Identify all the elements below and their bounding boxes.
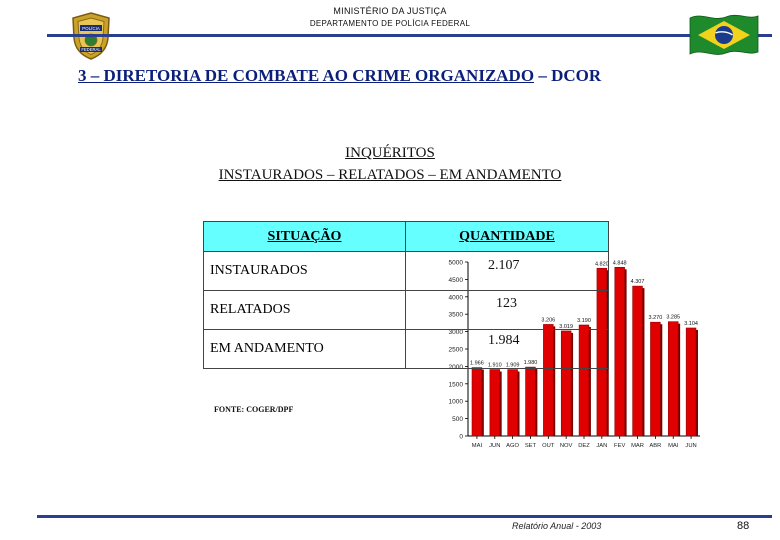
row-label: EM ANDAMENTO xyxy=(204,330,406,369)
bar-value-label: 3.019 xyxy=(559,323,574,330)
x-tick-label: AGO xyxy=(506,443,520,449)
x-tick-label: JUN xyxy=(685,443,697,449)
footer-divider xyxy=(37,515,772,518)
bar xyxy=(526,367,536,436)
bar-value-label: 1.909 xyxy=(505,362,520,369)
bar xyxy=(472,368,482,436)
header-divider xyxy=(47,34,772,37)
x-tick-label: JAN xyxy=(596,443,608,449)
row-value: 2.107 xyxy=(488,258,520,273)
y-tick-label: 500 xyxy=(452,416,463,424)
x-tick-label: MAI xyxy=(668,443,679,449)
page-number: 88 xyxy=(737,520,750,532)
table-row xyxy=(204,291,609,330)
report-title: Relatório Anual - 2003 xyxy=(512,521,602,531)
bar xyxy=(490,370,500,436)
y-tick-label: 2000 xyxy=(448,363,463,371)
row-label: INSTAURADOS xyxy=(204,252,406,291)
y-tick-label: 3000 xyxy=(448,329,463,337)
bar-value-label: 4.848 xyxy=(612,260,627,267)
bar-value-label: 3.190 xyxy=(577,317,591,324)
section-title xyxy=(78,66,601,86)
x-tick-label: ABR xyxy=(649,443,662,449)
row-value: 123 xyxy=(496,296,517,311)
brazil-flag-icon xyxy=(688,10,760,60)
situacao-table xyxy=(203,221,609,369)
row-label: RELATADOS xyxy=(204,291,406,330)
bar xyxy=(633,286,643,436)
badge-text-bottom: FEDERAL xyxy=(81,47,101,53)
y-tick-label: 5000 xyxy=(448,259,463,267)
bar xyxy=(650,322,660,436)
y-tick-label: 1000 xyxy=(448,398,463,406)
x-tick-label: DEZ xyxy=(578,443,590,449)
bar-value-label: 3.285 xyxy=(666,314,681,321)
table-row xyxy=(204,330,609,369)
bar-value-label: 1.966 xyxy=(470,360,484,367)
bar xyxy=(686,328,696,436)
bar-value-label: 4.307 xyxy=(630,279,645,286)
source-note: FONTE: COGER/DPF xyxy=(214,405,294,414)
bar-value-label: 3.104 xyxy=(684,320,698,327)
y-tick-label: 0 xyxy=(459,433,463,441)
bar xyxy=(668,322,678,436)
x-tick-label: JUN xyxy=(489,443,501,449)
badge-text-top: POLÍCIA xyxy=(82,26,100,31)
y-tick-label: 1500 xyxy=(448,381,463,389)
x-tick-label: OUT xyxy=(542,443,555,449)
ministry-title: MINISTÉRIO DA JUSTIÇA xyxy=(333,6,447,16)
y-tick-label: 4500 xyxy=(448,276,463,284)
column-header-situacao: SITUAÇÃO xyxy=(204,222,406,252)
y-tick-label: 3500 xyxy=(448,311,463,319)
bar xyxy=(508,370,518,436)
bar-value-label: 3.270 xyxy=(648,315,663,322)
bar-value-label: 1.980 xyxy=(523,360,538,367)
bar xyxy=(615,267,625,436)
section-title-main: 3 – DIRETORIA DE COMBATE AO CRIME ORGANIZADO xyxy=(78,66,535,85)
x-tick-label: FEV xyxy=(614,443,626,449)
heading-inqueritos: INQUÉRITOS xyxy=(345,145,435,161)
y-tick-label: 2500 xyxy=(448,346,463,354)
x-tick-label: MAR xyxy=(631,443,644,449)
column-header-quantidade: QUANTIDADE xyxy=(406,222,609,252)
x-tick-label: NOV xyxy=(559,443,573,449)
x-tick-label: MAI xyxy=(471,443,483,449)
y-tick-label: 4000 xyxy=(448,294,463,302)
table-row xyxy=(204,252,609,291)
bar-value-label: 3.206 xyxy=(541,317,556,324)
row-value: 1.984 xyxy=(488,333,520,348)
x-tick-label: SET xyxy=(524,443,537,449)
section-title-suffix: – DCOR xyxy=(534,66,602,85)
bar-value-label: 1.910 xyxy=(487,362,502,369)
department-title: DEPARTAMENTO DE POLÍCIA FEDERAL xyxy=(309,19,471,28)
heading-subtitle: INSTAURADOS – RELATADOS – EM ANDAMENTO xyxy=(218,167,562,183)
bar-value-label: 4.820 xyxy=(594,261,609,268)
